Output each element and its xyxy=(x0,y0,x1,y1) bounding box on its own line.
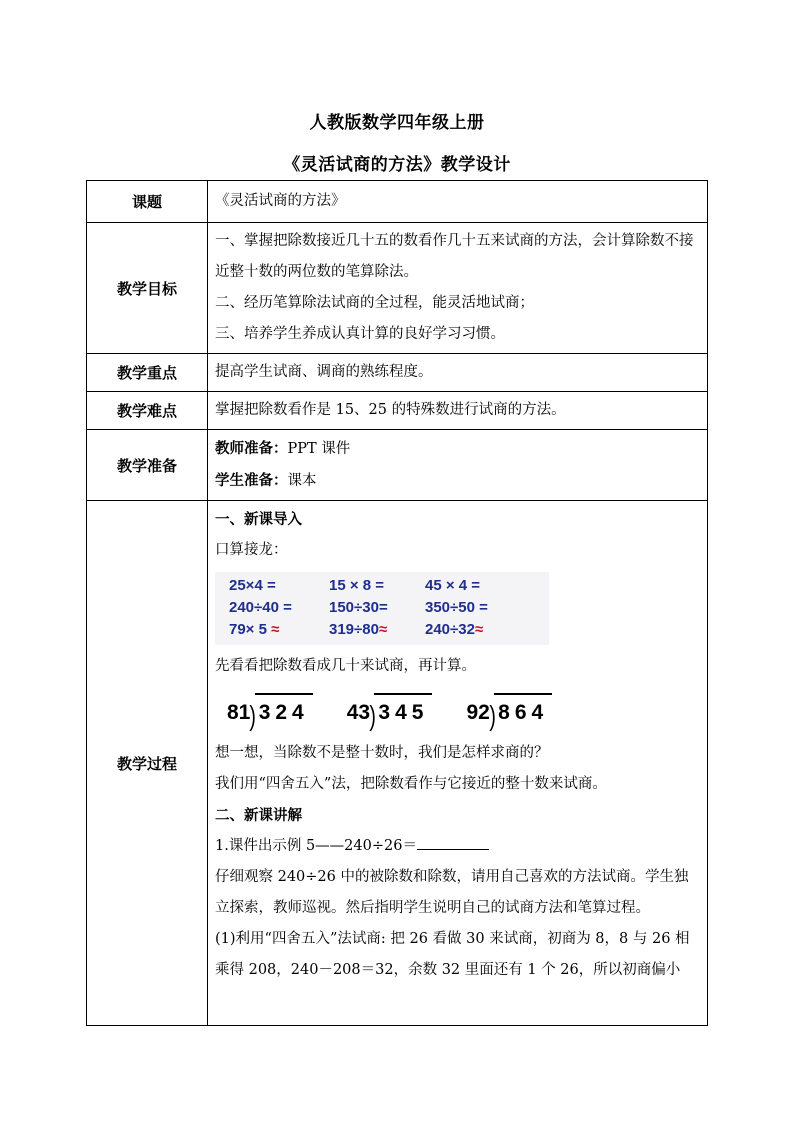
document-title: 人教版数学四年级上册 xyxy=(309,113,485,133)
label-topic: 课题 xyxy=(87,181,208,223)
mental-item: 319÷80 xyxy=(329,621,379,638)
section-heading: 二、新课讲解 xyxy=(215,807,302,824)
value-goals xyxy=(208,223,708,354)
mental-item: 240÷32 xyxy=(425,621,475,638)
label-difficulty: 教学难点 xyxy=(87,392,208,430)
observe-text: 仔细观察 240÷26 中的被除数和除数，请用自己喜欢的方法试商。学生独立探索，教师巡视。然后指明学生说明自己的试商方法和笔算过程。 xyxy=(215,869,689,916)
approx-sign: ≈ xyxy=(271,621,280,638)
division-bracket-icon: ) xyxy=(489,699,496,731)
mental-math-box xyxy=(215,572,549,645)
value-difficulty: 掌握把除数看作是 15、25 的特殊数进行试商的方法。 xyxy=(208,392,708,430)
row-process xyxy=(87,501,708,1026)
mental-item: 350÷50 = xyxy=(425,599,488,616)
label-keypoint: 教学重点 xyxy=(87,354,208,392)
think-text: 想一想，当除数不是整十数时，我们是怎样求商的？ xyxy=(215,745,549,761)
step-text: (1)利用“四舍五入”法试商: 把 26 看做 30 来试商，初商为 8，8 与 26 相乘得 208，240－208＝32，余数 32 里面还有 1 个 26，所以初商偏小 xyxy=(215,931,690,978)
row-goals xyxy=(87,223,708,354)
label-prep: 教学准备 xyxy=(87,430,208,501)
oral-heading: 口算接龙： xyxy=(215,542,288,558)
approx-sign: ≈ xyxy=(378,621,388,638)
mental-item: 25×4 = xyxy=(229,577,276,594)
dividend: 324 xyxy=(255,693,313,728)
label-goals: 教学目标 xyxy=(87,223,208,354)
mental-item: 45 × 4 = xyxy=(425,577,481,594)
student-prep-value: 课本 xyxy=(287,473,317,489)
mental-item: 15 × 8 = xyxy=(329,577,385,594)
lesson-plan-table xyxy=(86,180,708,1026)
divisor: 43 xyxy=(346,700,371,724)
answer-blank xyxy=(417,831,489,850)
label-process: 教学过程 xyxy=(87,501,208,1026)
row-difficulty xyxy=(87,392,708,430)
teacher-prep-label: 教师准备： xyxy=(215,440,288,457)
goal-item: 一、掌握把除数接近几十五的数看作几十五来试商的方法，会计算除数不接近整十数的两位数的笔算除法。 xyxy=(215,233,694,280)
mental-item: 79× 5 xyxy=(229,621,267,638)
instruction-text: 先看看把除数看成几十来试商，再计算。 xyxy=(215,658,476,674)
divisor: 81 xyxy=(227,700,251,724)
method-text: 我们用“四舍五入”法，把除数看作与它接近的整十数来试商。 xyxy=(215,776,607,792)
long-division-row xyxy=(227,684,701,736)
section-heading: 一、新课导入 xyxy=(215,511,302,528)
teacher-prep-value: PPT 课件 xyxy=(287,441,351,457)
mental-item: 240÷40 = xyxy=(229,599,292,616)
mental-item: 150÷30= xyxy=(329,599,388,616)
value-keypoint: 提高学生试商、调商的熟练程度。 xyxy=(208,354,708,392)
approx-sign: ≈ xyxy=(474,621,484,638)
divisor: 92 xyxy=(466,700,490,724)
row-keypoint xyxy=(87,354,708,392)
goal-item: 二、经历笔算除法试商的全过程，能灵活地试商； xyxy=(215,295,534,311)
dividend: 345 xyxy=(374,693,432,728)
row-topic xyxy=(87,181,708,223)
long-division xyxy=(227,693,313,731)
goal-item: 三、培养学生养成认真计算的良好学习习惯。 xyxy=(215,326,505,342)
row-prep xyxy=(87,430,708,501)
student-prep-label: 学生准备： xyxy=(215,472,288,489)
division-bracket-icon: ) xyxy=(249,699,257,731)
dividend: 864 xyxy=(494,693,552,728)
long-division xyxy=(466,693,552,731)
division-bracket-icon: ) xyxy=(369,699,377,731)
example-text: 1.课件出示例 5——240÷26＝ xyxy=(215,838,417,854)
value-topic: 《灵活试商的方法》 xyxy=(208,181,708,223)
value-process xyxy=(208,501,708,1026)
document-subtitle: 《灵活试商的方法》教学设计 xyxy=(283,155,511,175)
long-division xyxy=(346,693,433,731)
value-prep xyxy=(208,430,708,501)
